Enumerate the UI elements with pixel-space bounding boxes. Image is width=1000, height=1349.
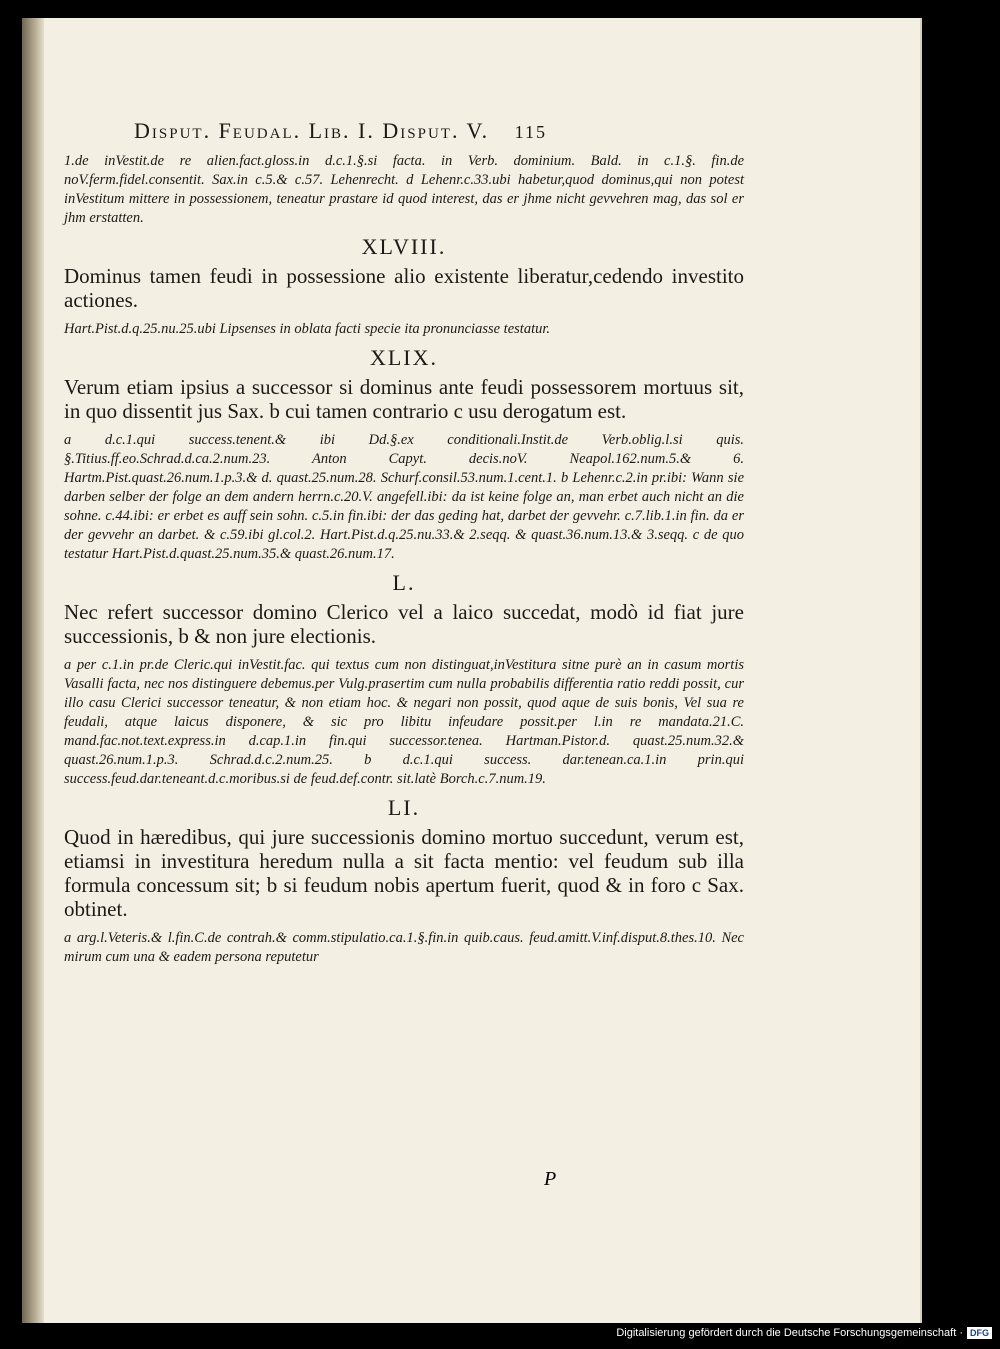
dfg-logo: DFG [967,1327,992,1339]
digitization-credit [616,1327,992,1339]
catchword: P [544,1168,557,1190]
section-li [64,795,744,967]
section-notes: a arg.l.Veteris.& l.fin.C.de contrah.& comm.stipulatio.ca.1.§.fin.in quib.caus. feud.amitt.V.inf.disput.8.thes.10. Nec mirum cum una & eadem persona reputetur [64,930,744,965]
thesis-text: Dominus tamen feudi in possessione alio existente liberatur,cedendo investito actiones. [64,264,744,312]
section-notes: a per c.1.in pr.de Cleric.qui inVestit.fac. qui textus cum non distinguat,inVestitura sitne purè an in casum mortis Vasalli facta, nec nos distinguere debemus.per Vulg.prasertim cum nulla probabilis differentia ratio reddi possit, cur illo casu Clerici successor teneatur, & non etiam hoc. & negari non possit, quod aque de suis bonis, Vel sua re feudali, atque laicus disponere, & sic pro libitu infeudare possit.per l.in re mandata.21.C. mand.fac.not.text.express.in d.cap.1.in fin.qui successor.tenea. Hartman.Pistor.d. quast.25.num.32.& quast.26.num.1.p.3. Schrad.d.c.2.num.25. b d.c.1.qui success. dar.tenean.ca.1.in prin.qui success.feud.dar.teneant.d.c.moribus.si de feud.def.contr. sit.latè Borch.c.7.num.19. [64,657,744,787]
section-xlviii [64,234,744,339]
book-page [22,18,922,1323]
section-numeral: L. [392,570,416,595]
thesis-text: Nec refert successor domino Clerico vel a laico succedat, modò id fiat jure successionis, b & non jure electionis. [64,600,744,648]
section-numeral: XLVIII. [361,234,447,259]
thesis-text: Verum etiam ipsius a successor si dominus ante feudi possessorem mortuus sit, in quo dissentit jus Sax. b cui tamen contrario c usu derogatum est. [64,375,744,423]
section-xlix [64,345,744,564]
page-gutter [22,18,44,1323]
credit-text: Digitalisierung gefördert durch die Deutsche Forschungsgemeinschaft · [616,1327,963,1339]
section-l [64,570,744,789]
thesis-text: Quod in hæredibus, qui jure successionis domino mortuo succedunt, verum est, etiamsi in investitura heredum nulla a sit facta mentio: vel feudum sub illa formula concessum sit; b si feudum nobis apertum fuerit, quod & in foro c Sax. obtinet. [64,825,744,921]
page-text-block [64,118,744,967]
footnotes-top: 1.de inVestit.de re alien.fact.gloss.in d.c.1.§.si facta. in Verb. dominium. Bald. in c.1.§. fin.de noV.ferm.fidel.consentit. Sax.in c.5.& c.57. Lehenrecht. d Lehenr.c.33.ubi habetur,quod dominus,qui non potest inVestitum mittere in possessionem, teneatur prastare id quod interest, das er jhme nicht gevvehren mag, das sol er jhm erstatten. [64,153,744,226]
running-head [134,118,744,144]
section-notes: a d.c.1.qui success.tenent.& ibi Dd.§.ex conditionali.Instit.de Verb.oblig.l.si quis. §.Titius.ff.eo.Schrad.d.ca.2.num.23. Anton Capyt. decis.noV. Neapol.162.num.5.& 6. Hartm.Pist.quast.26.num.1.p.3.& d. quast.25.num.28. Schurf.consil.53.num.1.cent.1. b Lehenr.c.2.in pr.ibi: Wann sie darben selber der folge an dem andern herrn.c.20.V. angefell.ibi: da ist keine folge an, man erbet auch nicht an die sohne. c.44.ibi: er erbet es auff sein sohn. c.5.in fin.ibi: der das geding hat, darbet der gevvehr. c.7.lib.1.in fin. da er der gevvehr an darbet. & c.59.ibi gl.col.2. Hart.Pist.d.q.25.nu.33.& 2.seqq. & quast.36.num.13.& 3.seqq. c de quo testatur Hart.Pist.d.quast.25.num.35.& quast.26.num.17. [64,432,744,562]
section-numeral: XLIX. [369,345,439,370]
running-head-title: Disput. Feudal. Lib. I. Disput. V. [134,118,490,143]
section-notes: Hart.Pist.d.q.25.nu.25.ubi Lipsenses in oblata facti specie ita pronunciasse testatur. [64,321,551,337]
page-number: 115 [514,122,547,142]
section-numeral: LI. [387,795,421,820]
